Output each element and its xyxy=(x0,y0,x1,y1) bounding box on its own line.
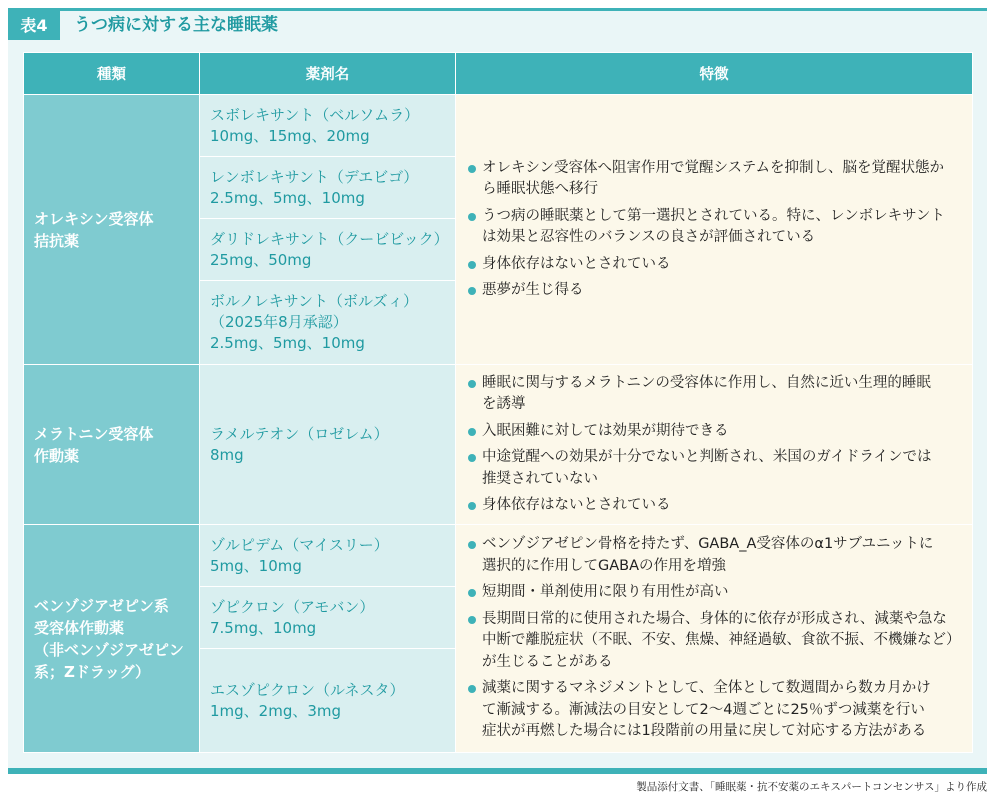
drug-name: ゾピクロン（アモバン） xyxy=(210,597,375,616)
features-cell xyxy=(456,525,973,753)
header-features: 特徴 xyxy=(456,53,973,95)
drug-type-line: 系；Zドラッグ） xyxy=(34,662,151,681)
feature-bullet: 長期間日常的に使用された場合、身体的に依存が形成され、減薬や急な 中断で離脱症状（不眠、不安、焦燥、神経過敏、食欲不振、不機嫌など） が生じることがある xyxy=(468,609,964,674)
drug-name: スボレキサント（ベルソムラ） xyxy=(210,105,420,124)
header-type: 種類 xyxy=(24,53,200,95)
drug-dose: 10mg、15mg、20mg xyxy=(210,126,370,145)
drug-type-line: （非ベンゾジアゼピン xyxy=(34,640,184,659)
feature-bullet: ベンゾジアゼピン骨格を持たず、GABA_A受容体のα1サブユニットに 選択的に作用してGABAの作用を増強 xyxy=(468,534,964,577)
drug-type-line: 作動薬 xyxy=(34,446,80,465)
drug-name-cell xyxy=(200,95,456,157)
drug-name-cell xyxy=(200,219,456,281)
feature-bullet: 入眠困難に対しては効果が期待できる xyxy=(468,421,964,443)
header-row xyxy=(24,53,973,95)
drug-dose: 1mg、2mg、3mg xyxy=(210,701,342,720)
features-cell xyxy=(456,95,973,365)
feature-bullet: うつ病の睡眠薬として第一選択とされている。特に、レンボレキサント は効果と忍容性のバランスの良さが評価されている xyxy=(468,206,964,249)
drug-type-cell xyxy=(24,525,200,753)
drug-name: ボルノレキサント（ボルズィ） xyxy=(210,292,419,310)
drug-type-line: メラトニン受容体 xyxy=(34,424,154,443)
feature-bullet: 悪夢が生じ得る xyxy=(468,280,964,302)
drug-name: ゾルピデム（マイスリー） xyxy=(210,535,389,554)
table-number-label: 表4 xyxy=(8,11,60,40)
source-note: 製品添付文書、「睡眠薬・抗不安薬のエキスパートコンセンサス」より作成 xyxy=(636,781,987,793)
drug-name-cell xyxy=(200,157,456,219)
drug-dose: 25mg、50mg xyxy=(210,250,312,269)
drug-name-cell xyxy=(200,281,456,365)
table-title-bar xyxy=(8,8,987,40)
drug-type-cell xyxy=(24,365,200,525)
drug-dose: 5mg、10mg xyxy=(210,556,302,575)
drug-type-line: 拮抗薬 xyxy=(34,231,80,250)
header-drug-name: 薬剤名 xyxy=(200,53,456,95)
drug-dose: 7.5mg、10mg xyxy=(210,618,317,637)
drug-dose: 2.5mg、5mg、10mg xyxy=(210,188,365,207)
drug-type-cell xyxy=(24,95,200,365)
table-row xyxy=(24,525,973,587)
drug-type-line: 受容体作動薬 xyxy=(34,618,125,637)
drug-name-cell xyxy=(200,365,456,525)
drug-name-cell xyxy=(200,587,456,649)
drug-dose: 8mg xyxy=(210,445,244,464)
drug-dose: 2.5mg、5mg、10mg xyxy=(210,334,365,352)
drug-type-line: ベンゾジアゼピン系 xyxy=(34,596,169,615)
table-title: うつ病に対する主な睡眠薬 xyxy=(74,15,278,35)
feature-bullet: オレキシン受容体へ阻害作用で覚醒システムを抑制し、脳を覚醒状態か ら睡眠状態へ移行 xyxy=(468,158,964,201)
table-row xyxy=(24,365,973,525)
table-frame xyxy=(8,40,987,774)
feature-bullet: 睡眠に関与するメラトニンの受容体に作用し、自然に近い生理的睡眠 を誘導 xyxy=(468,373,964,416)
drug-name-cell xyxy=(200,525,456,587)
feature-bullet: 減薬に関するマネジメントとして、全体として数週間から数カ月かけ て漸減する。漸減法の目安として2～4週ごとに25％ずつ減薬を行い 症状が再燃した場合には1段階前の用量に戻して対応する方法がある xyxy=(468,678,964,743)
drug-name: ダリドレキサント（クービビック） xyxy=(210,229,449,248)
drug-name-cell xyxy=(200,649,456,753)
drug-name: レンボレキサント（デエビゴ） xyxy=(210,167,419,186)
table-row xyxy=(24,95,973,157)
drug-name: ラメルテオン（ロゼレム） xyxy=(210,424,389,443)
feature-bullet: 身体依存はないとされている xyxy=(468,254,964,276)
feature-bullet: 短期間・単剤使用に限り有用性が高い xyxy=(468,582,964,604)
features-cell xyxy=(456,365,973,525)
sleeping-drug-table xyxy=(23,52,973,753)
drug-type-line: オレキシン受容体 xyxy=(34,209,154,228)
drug-name: エスゾピクロン（ルネスタ） xyxy=(210,680,405,699)
feature-bullet: 中途覚醒への効果が十分でないと判断され、米国のガイドラインでは 推奨されていない xyxy=(468,447,964,490)
drug-approval: （2025年8月承認） xyxy=(210,313,348,331)
feature-bullet: 身体依存はないとされている xyxy=(468,495,964,517)
